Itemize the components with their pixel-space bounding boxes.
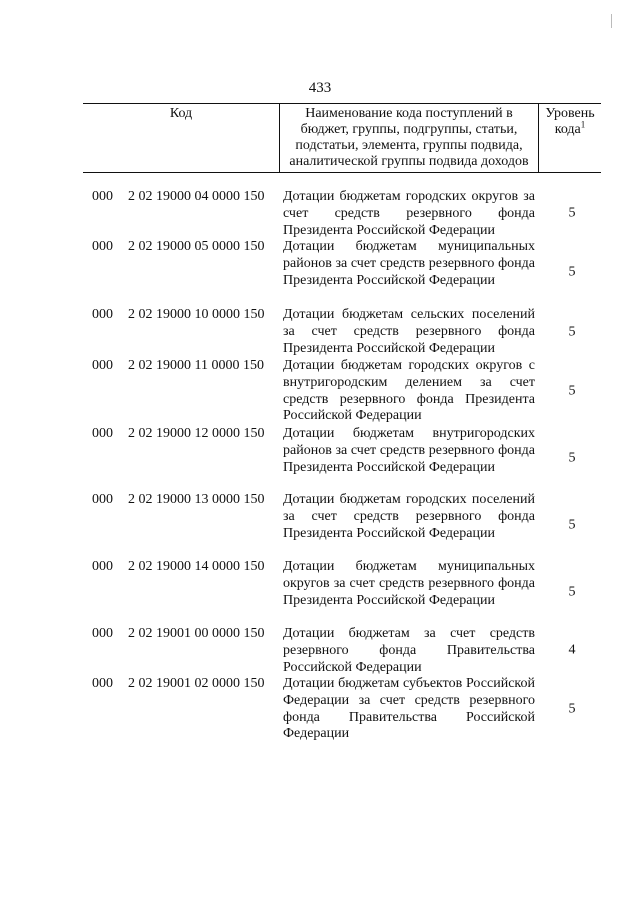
row-kbk: 000 bbox=[92, 239, 113, 254]
table-body bbox=[0, 189, 640, 744]
row-code: 2 02 19001 00 0000 150 bbox=[128, 626, 265, 641]
table-row bbox=[0, 189, 640, 239]
row-kbk: 000 bbox=[92, 559, 113, 574]
row-name: Дотации бюджетам муниципальных районов за счет средств резервного фонда Президента Российской Федерации bbox=[283, 239, 535, 288]
row-code: 2 02 19000 13 0000 150 bbox=[128, 492, 265, 507]
header-name: Наименование кода поступлений в бюджет, группы, подгруппы, статьи, подстатьи, элемента, группы подвида, аналитической группы подвида доходов bbox=[289, 106, 529, 169]
row-code: 2 02 19000 12 0000 150 bbox=[128, 426, 265, 441]
row-kbk: 000 bbox=[92, 189, 113, 204]
row-name: Дотации бюджетам за счет средств резервного фонда Правительства Российской Федерации bbox=[283, 626, 535, 675]
row-code: 2 02 19000 04 0000 150 bbox=[128, 189, 265, 204]
row-name: Дотации бюджетам городских округов с внутригородским делением за счет средств резервного фонда Президента Российской Федерации bbox=[283, 358, 535, 424]
row-name: Дотации бюджетам городских поселений за счет средств резервного фонда Президента Российской Федерации bbox=[283, 492, 535, 541]
row-level: 5 bbox=[568, 264, 576, 280]
header-code: Код bbox=[169, 106, 193, 121]
row-name: Дотации бюджетам субъектов Российской Федерации за счет средств резервного фонда Правительства Российской Федерации bbox=[283, 676, 535, 742]
row-name: Дотации бюджетам сельских поселений за счет средств резервного фонда Президента Российской Федерации bbox=[283, 307, 535, 356]
row-kbk: 000 bbox=[92, 307, 113, 322]
row-level: 5 bbox=[568, 205, 576, 221]
row-code: 2 02 19000 05 0000 150 bbox=[128, 239, 265, 254]
row-level: 5 bbox=[568, 517, 576, 533]
row-code: 2 02 19001 02 0000 150 bbox=[128, 676, 265, 691]
table-row bbox=[0, 559, 640, 626]
row-name: Дотации бюджетам муниципальных округов за счет средств резервного фонда Президента Российской Федерации bbox=[283, 559, 535, 608]
row-code: 2 02 19000 14 0000 150 bbox=[128, 559, 265, 574]
row-name: Дотации бюджетам городских округов за счет средств резервного фонда Президента Российской Федерации bbox=[283, 189, 535, 238]
scan-mark bbox=[611, 14, 612, 28]
row-code: 2 02 19000 10 0000 150 bbox=[128, 307, 265, 322]
row-code: 2 02 19000 11 0000 150 bbox=[128, 358, 264, 373]
row-kbk: 000 bbox=[92, 492, 113, 507]
page-number: 433 bbox=[308, 80, 332, 96]
row-level: 5 bbox=[568, 584, 576, 600]
header-level bbox=[539, 106, 601, 138]
row-level: 5 bbox=[568, 383, 576, 399]
row-level: 4 bbox=[568, 642, 576, 658]
table-row bbox=[0, 307, 640, 358]
table-row bbox=[0, 358, 640, 426]
header-level-footnote: 1 bbox=[580, 119, 586, 130]
row-kbk: 000 bbox=[92, 358, 113, 373]
table-row bbox=[0, 239, 640, 307]
row-kbk: 000 bbox=[92, 426, 113, 441]
row-level: 5 bbox=[568, 324, 576, 340]
row-kbk: 000 bbox=[92, 626, 113, 641]
row-name: Дотации бюджетам внутригородских районов за счет средств резервного фонда Президента Российской Федерации bbox=[283, 426, 535, 475]
row-kbk: 000 bbox=[92, 676, 113, 691]
table-header bbox=[83, 103, 601, 173]
table-row bbox=[0, 676, 640, 744]
row-level: 5 bbox=[568, 450, 576, 466]
table-row bbox=[0, 626, 640, 676]
row-level: 5 bbox=[568, 701, 576, 717]
header-level-label: Уровень кода bbox=[545, 106, 595, 137]
table-row bbox=[0, 492, 640, 559]
table-row bbox=[0, 426, 640, 492]
